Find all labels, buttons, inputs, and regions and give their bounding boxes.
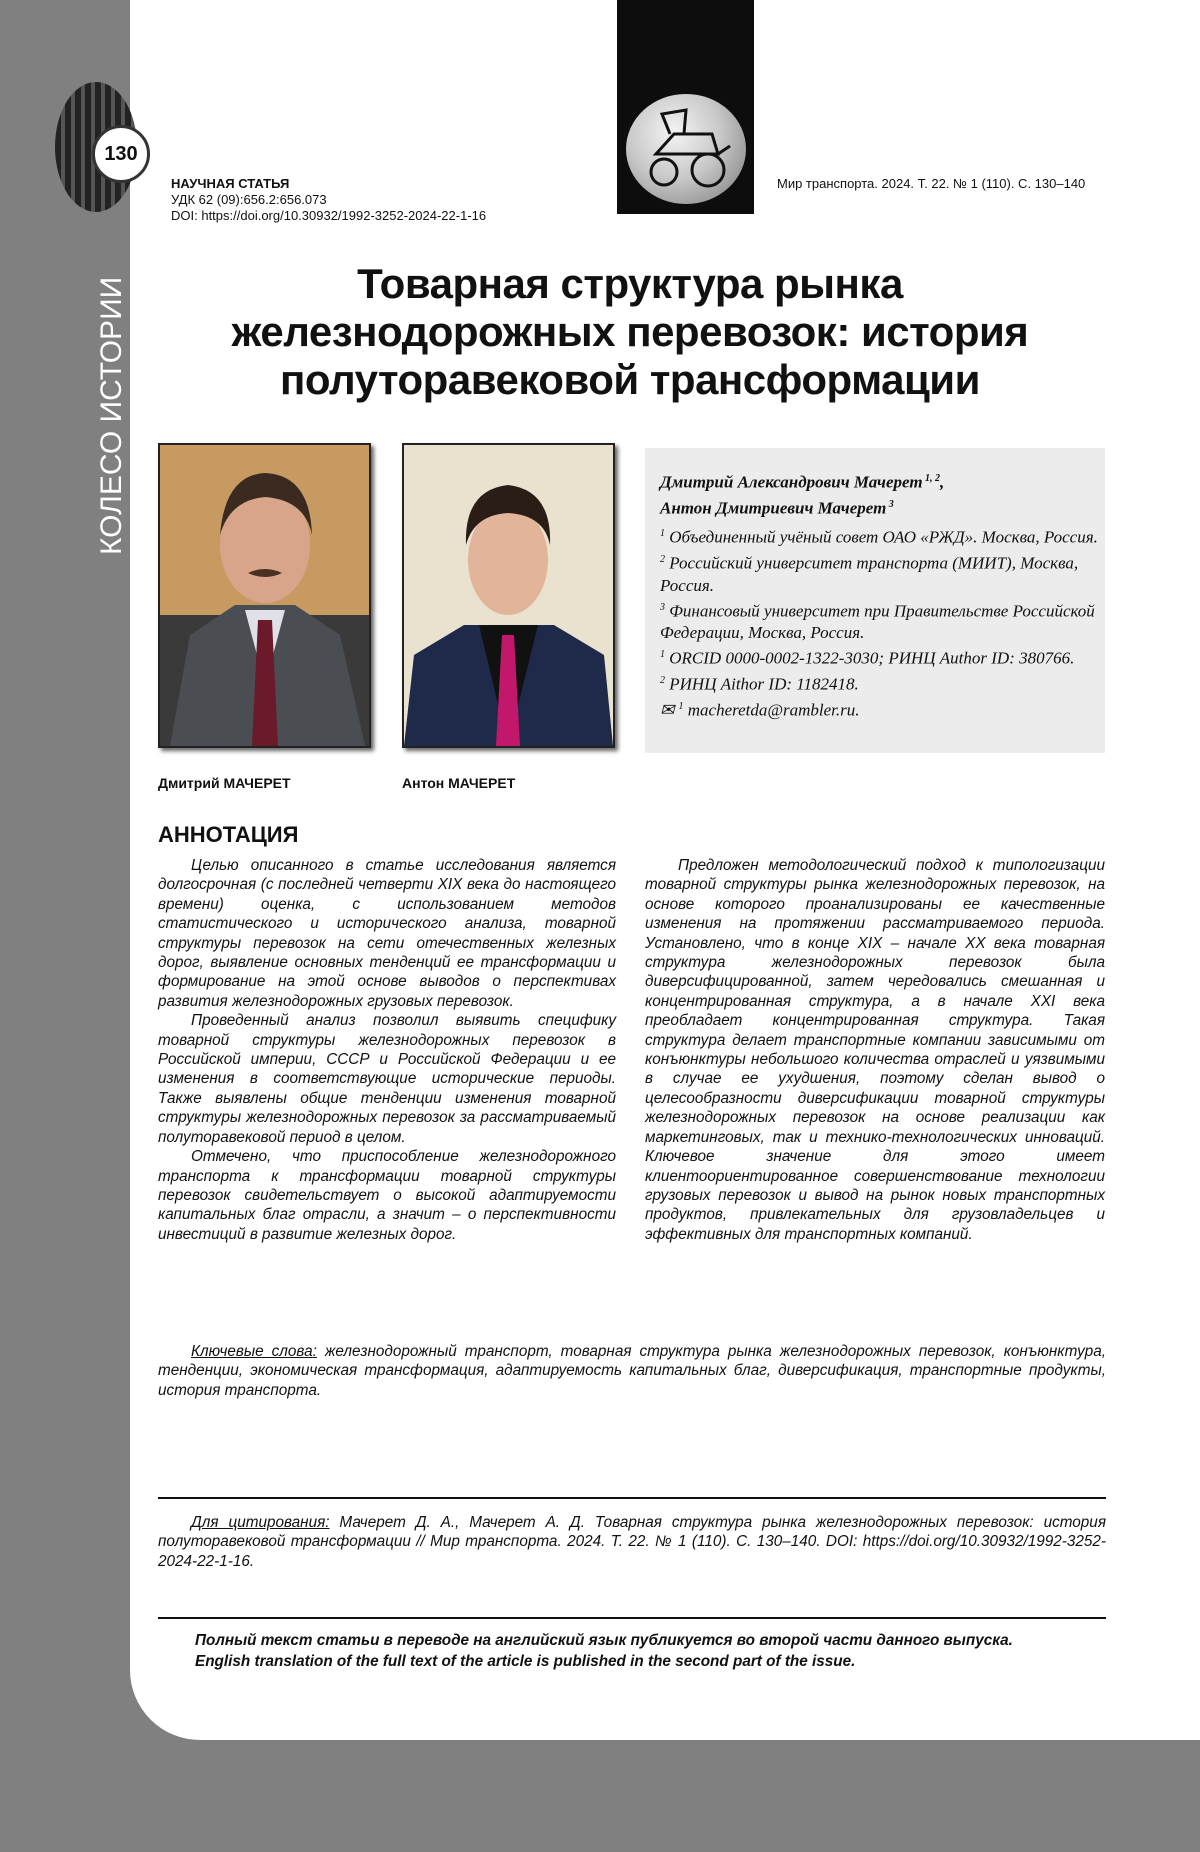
citation-label: Для цитирования:: [191, 1514, 330, 1531]
keywords: [158, 1342, 1106, 1400]
title-line: Товарная структура рынка: [357, 260, 903, 307]
annotation-paragraph: Проведенный анализ позволил выявить специфику товарной структуры железнодорожных перевозок в Российской империи, СССР и Российской Федерации и ее изменения в соответствующие исторические периоды. Также выявлены общие тенденции изменения товарной структуры железнодорожных перевозок за рассматриваемый полуторавековой период в целом.: [158, 1012, 616, 1146]
doi-link[interactable]: DOI: https://doi.org/10.30932/1992-3252-2024-22-1-16: [171, 208, 487, 223]
citation-text: Мачерет Д. А., Мачерет А. Д. Товарная структура рынка железнодорожных перевозок: история полуторавековой трансформации // Мир транспорта. 2024. Т. 22. № 1 (110). С. 130–140. DOI: https://doi.org/10.30932/1992-3252-2024-22-1-16.: [158, 1514, 1106, 1570]
article-title: [200, 260, 1060, 404]
translation-note-en: English translation of the full text of the article is published in the second part of the issue.: [195, 1653, 856, 1670]
copyright: © Мачерет Д. А., Мачерет А. Д., 2024: [226, 1710, 528, 1729]
annotation-heading: АННОТАЦИЯ: [158, 822, 299, 847]
page-number: 130: [92, 125, 150, 183]
envelope-icon: ✉: [660, 700, 675, 720]
affiliation: $^3$ Финансовый университет при Правительстве Российской Федерации, Москва, Россия.: [660, 601, 1095, 643]
keywords-label: Ключевые слова:: [191, 1343, 317, 1360]
article-type: НАУЧНАЯ СТАТЬЯ: [171, 176, 290, 191]
translation-note-ru: Полный текст статьи в переводе на английский язык публикуется во второй части данного выпуска.: [195, 1632, 1013, 1649]
author-email[interactable]: ✉ $^1$ macheretda@rambler.ru.: [660, 700, 860, 720]
keywords-text: железнодорожный транспорт, товарная структура рынка железнодорожных перевозок, конъюнктура, тенденции, экономическая трансформация, адаптируемость капитальных благ, диверсификация, транспортные продукты, история транспорта.: [158, 1343, 1106, 1399]
annotation-paragraph: Предложен методологический подход к типологизации товарной структуры рынка железнодорожных перевозок, на основе которого проанализированы ее качественные изменения на протяжении рассматриваемого периода. Установлено, что в конце XIX – начале XX века товарная структура железнодорожных перевозок была диверсифицированной, затем чередовались смешанная и концентрированная структура, а в начале XXI века преобладает концентрированная структура. Такая структура делает транспортные компании зависимыми от конъюнктуры небольшого количества отраслей и уязвимыми в случае ее ухудшения, поэтому сделан вывод о целесообразности диверсификации товарной структуры железнодорожных перевозок на основе реализации как маркетинговых, так и технико-технологических инноваций. Ключевое значение для этого имеет клиентоориентированное совершенствование технологии грузовых перевозок и вывод на рынок новых транспортных продуктов, привлекательных для грузовладельцев и эффективных для транспортных компаний.: [645, 857, 1105, 1243]
annotation-left-column: [158, 856, 616, 1244]
author-photo-1: [158, 443, 371, 748]
annotation-paragraph: Целью описанного в статье исследования является долгосрочная (с последней четверти XIX века до настоящего времени) оценка, с использованием методов статистического и исторического анализа, товарной структуры перевозок на сети отечественных железных дорог, выявление основных тенденций ее трансформации и формирование на этой основе выводов о перспективах развития железнодорожных грузовых перевозок.: [158, 857, 616, 1010]
carriage-logo-icon: [626, 94, 746, 204]
author-name-2: Антон Дмитриевич Мачерет $^3$: [660, 498, 894, 518]
translation-note: [195, 1630, 1013, 1672]
author-name-1: Дмитрий Александрович Мачерет $^{1, 2}$,: [660, 472, 945, 492]
udk-code: УДК 62 (09):656.2:656.073: [171, 192, 327, 207]
affiliation: $^2$ Российский университет транспорта (МИИТ), Москва, Россия.: [660, 553, 1079, 595]
citation: [158, 1513, 1106, 1571]
divider: [158, 1497, 1106, 1499]
annotation-right-column: [645, 856, 1105, 1244]
bullet-icon: [201, 1713, 209, 1721]
author-photo-2: [402, 443, 615, 748]
title-line: железнодорожных перевозок: история: [231, 308, 1029, 355]
orcid-info: $^1$ ORCID 0000-0002-1322-3030; РИНЦ Author ID: 380766.: [660, 648, 1075, 668]
affiliation: $^1$ Объединенный учёный совет ОАО «РЖД». Москва, Россия.: [660, 527, 1098, 547]
divider: [158, 1617, 1106, 1619]
article-meta: [171, 176, 486, 224]
journal-reference: Мир транспорта. 2024. Т. 22. № 1 (110). С. 130–140: [777, 176, 1086, 191]
photo-caption-1: Дмитрий МАЧЕРЕТ: [158, 775, 291, 791]
rinc-info: $^2$ РИНЦ Aithor ID: 1182418.: [660, 674, 859, 694]
title-line: полуторавековой трансформации: [280, 356, 980, 403]
section-label: КОЛЕСО ИСТОРИИ: [95, 276, 128, 555]
annotation-paragraph: Отмечено, что приспособление железнодорожного транспорта к трансформации товарной структуры перевозок свидетельствует о высокой адаптируемости капитальных благ отрасли, а значит – о перспективности инвестиций в развитие железных дорог.: [158, 1148, 616, 1243]
author-info-box: [645, 448, 1105, 753]
photo-caption-2: Антон МАЧЕРЕТ: [402, 775, 516, 791]
